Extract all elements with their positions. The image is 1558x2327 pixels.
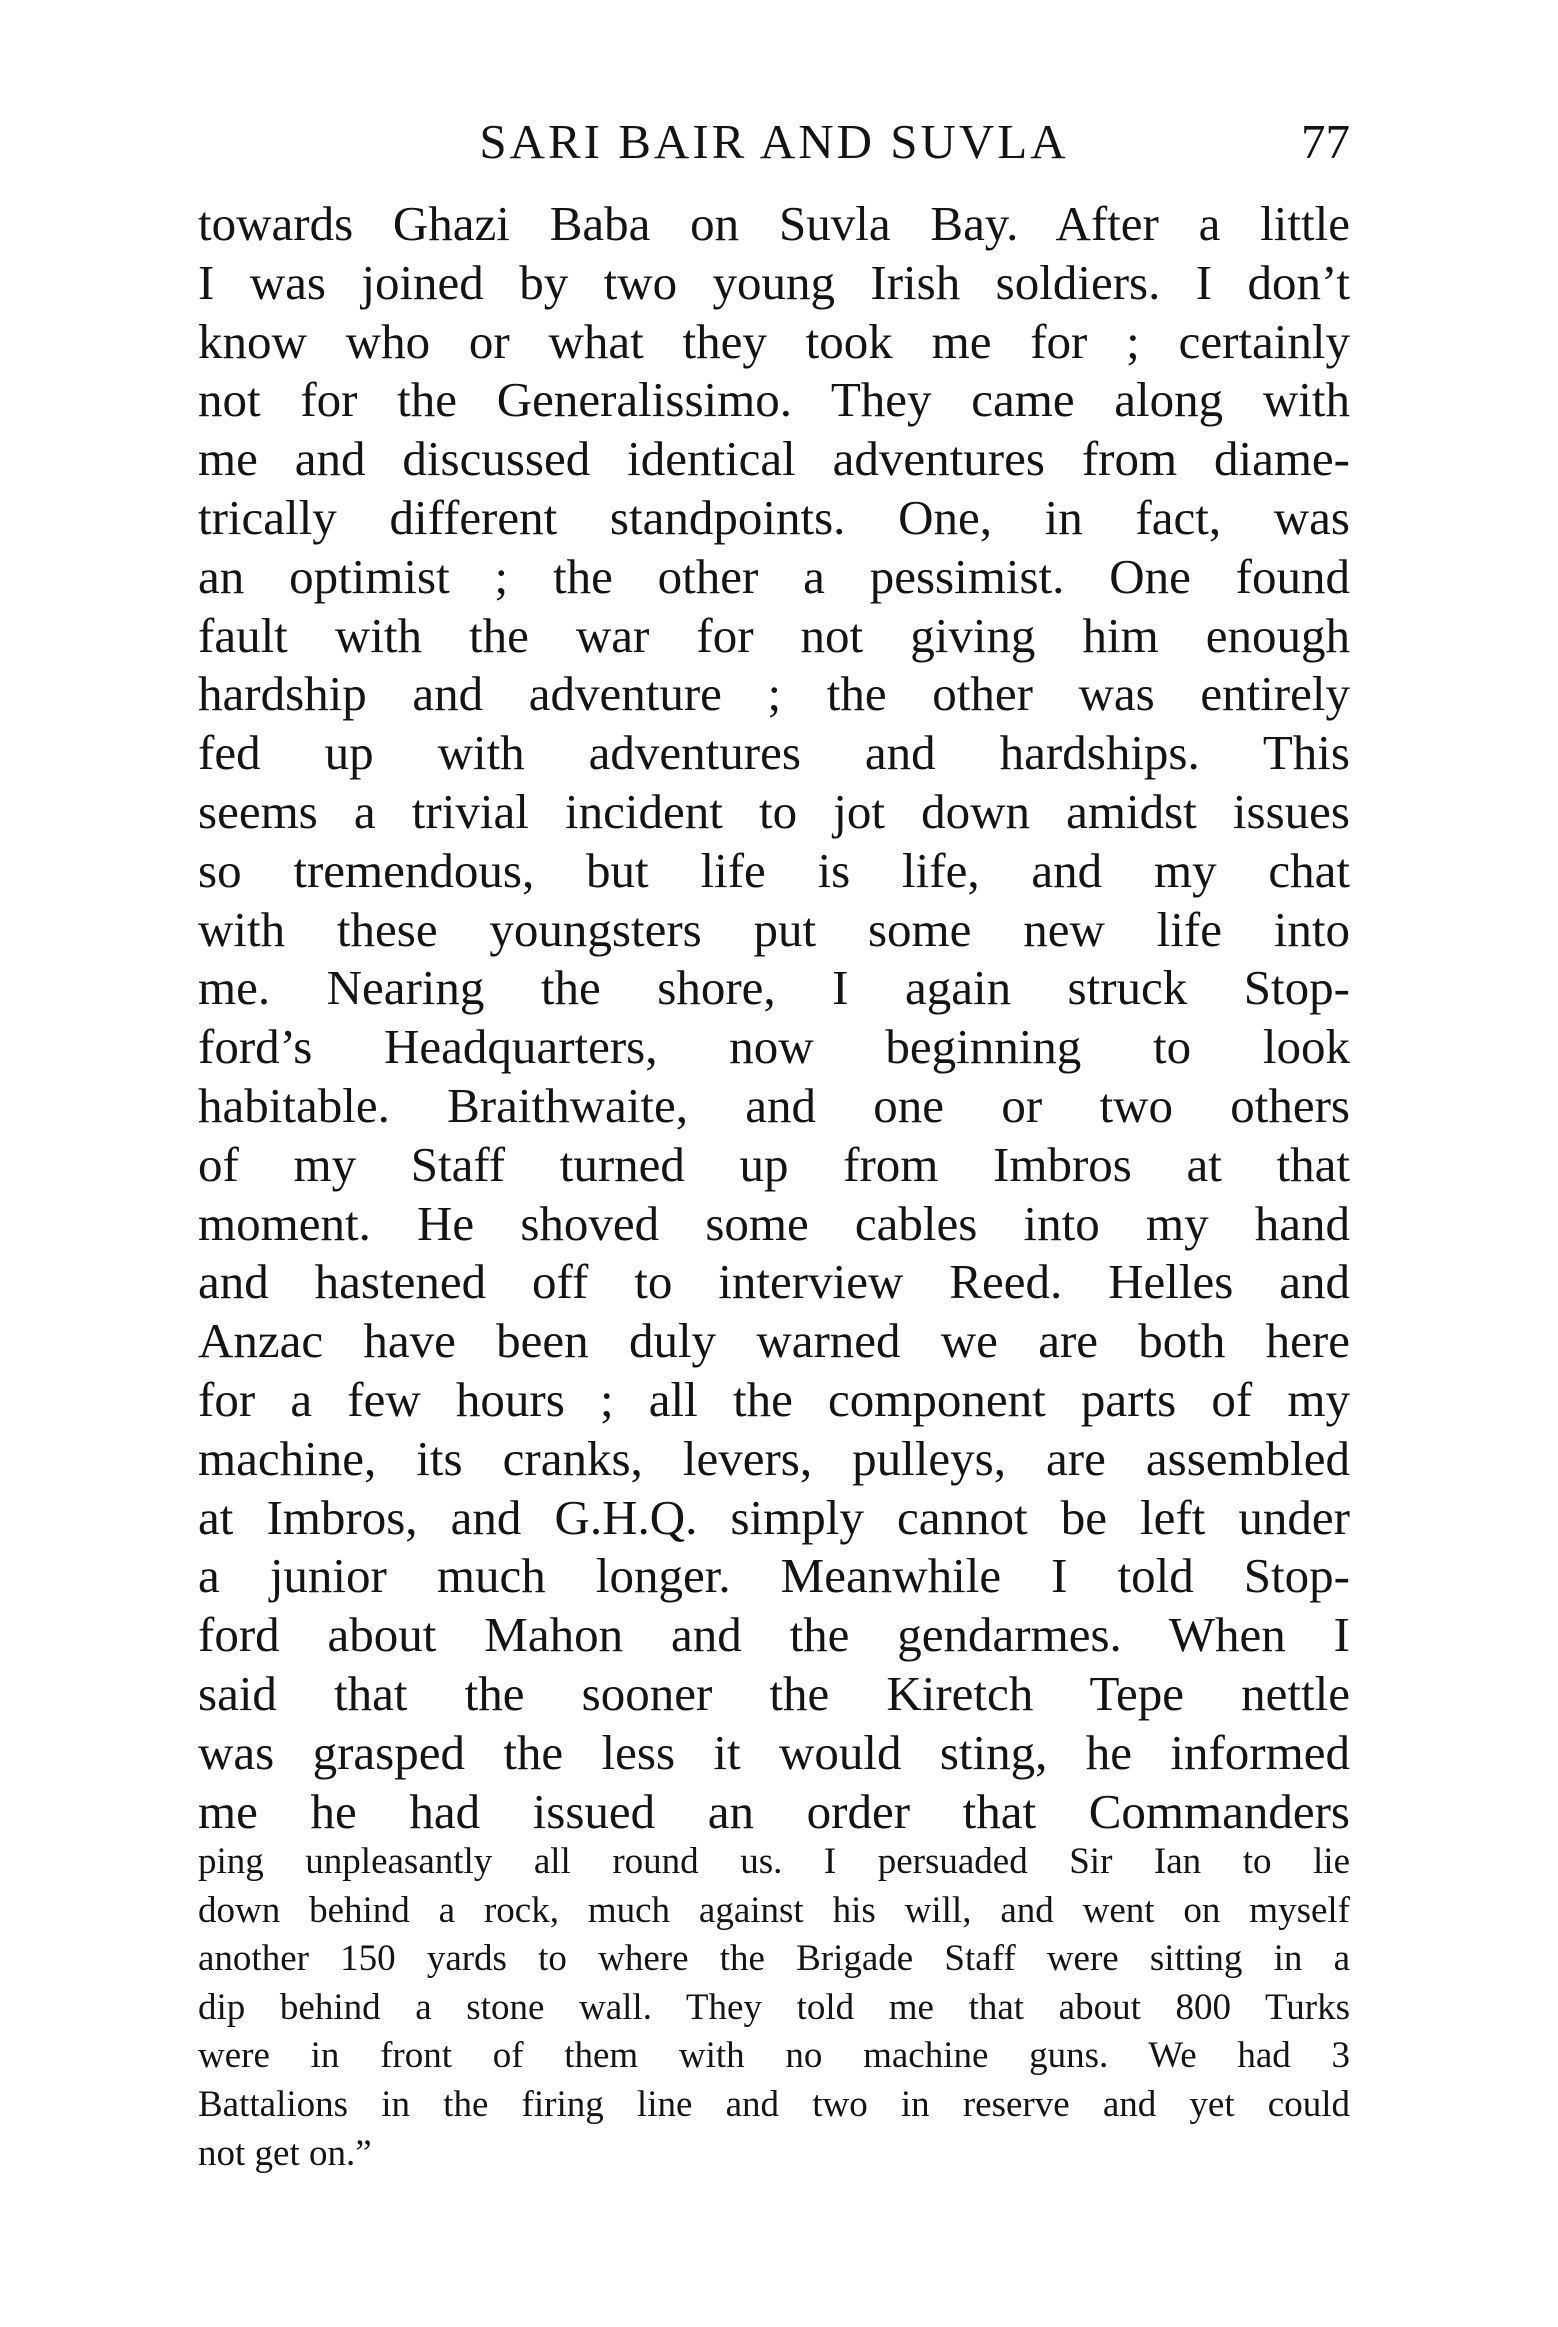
running-head bbox=[198, 112, 1350, 172]
footnote bbox=[198, 1838, 1350, 2178]
body-line: and hastened off to interview Reed. Helles and bbox=[198, 1254, 1350, 1310]
body-line: fault with the war for not giving him enough bbox=[198, 607, 1350, 663]
body-line: Anzac have been duly warned we are both here bbox=[198, 1313, 1350, 1369]
body-line: me and discussed identical adventures from diame- bbox=[198, 431, 1350, 487]
body-line: so tremendous, but life is life, and my chat bbox=[198, 842, 1350, 898]
body-line: know who or what they took me for ; certainly bbox=[198, 313, 1350, 369]
body-line: me. Nearing the shore, I again struck Stop- bbox=[198, 960, 1350, 1016]
body-line: fed up with adventures and hardships. This bbox=[198, 725, 1350, 781]
footnote-line: were in front of them with no machine guns. We had 3 bbox=[198, 2035, 1350, 2077]
body-line: ford about Mahon and the gendarmes. When I bbox=[198, 1607, 1350, 1663]
body-line: not for the Generalissimo. They came along with bbox=[198, 372, 1350, 428]
footnote-line: Battalions in the firing line and two in reserve and yet could bbox=[198, 2083, 1350, 2125]
footnote-line: another 150 yards to where the Brigade Staff were sitting in a bbox=[198, 1938, 1350, 1980]
body-line: of my Staff turned up from Imbros at that bbox=[198, 1136, 1350, 1192]
page-number: 77 bbox=[1301, 114, 1350, 169]
body-line: ford’s Headquarters, now beginning to look bbox=[198, 1019, 1350, 1075]
body-line: said that the sooner the Kiretch Tepe nettle bbox=[198, 1665, 1350, 1721]
body-line: moment. He shoved some cables into my hand bbox=[198, 1195, 1350, 1251]
body-line: seems a trivial incident to jot down amidst issues bbox=[198, 783, 1350, 839]
body-line: with these youngsters put some new life into bbox=[198, 901, 1350, 957]
footnote-line: ping unpleasantly all round us. I persuaded Sir Ian to lie bbox=[198, 1841, 1350, 1882]
body-line: a junior much longer. Meanwhile I told Stop- bbox=[198, 1548, 1350, 1604]
footnote-line: down behind a rock, much against his will, and went on myself bbox=[198, 1889, 1350, 1931]
body-line: habitable. Braithwaite, and one or two others bbox=[198, 1077, 1350, 1133]
body-line: me he had issued an order that Commanders bbox=[198, 1783, 1350, 1839]
body-line: machine, its cranks, levers, pulleys, are assembled bbox=[198, 1430, 1350, 1486]
body-line: I was joined by two young Irish soldiers. I don’t bbox=[198, 254, 1350, 310]
body-line: trically different standpoints. One, in fact, was bbox=[198, 489, 1350, 545]
footnote-line: dip behind a stone wall. They told me that about 800 Turks bbox=[198, 1986, 1350, 2028]
body-line: hardship and adventure ; the other was entirely bbox=[198, 666, 1350, 722]
body-line: towards Ghazi Baba on Suvla Bay. After a little bbox=[198, 196, 1350, 251]
body-line: was grasped the less it would sting, he informed bbox=[198, 1724, 1350, 1780]
footnote-line: not get on.” bbox=[198, 2132, 372, 2174]
body-text bbox=[198, 195, 1350, 1841]
running-title: SARI BAIR AND SUVLA bbox=[479, 114, 1069, 169]
body-line: at Imbros, and G.H.Q. simply cannot be left under bbox=[198, 1489, 1350, 1545]
body-line: an optimist ; the other a pessimist. One found bbox=[198, 548, 1350, 604]
body-line: for a few hours ; all the component parts of my bbox=[198, 1371, 1350, 1427]
